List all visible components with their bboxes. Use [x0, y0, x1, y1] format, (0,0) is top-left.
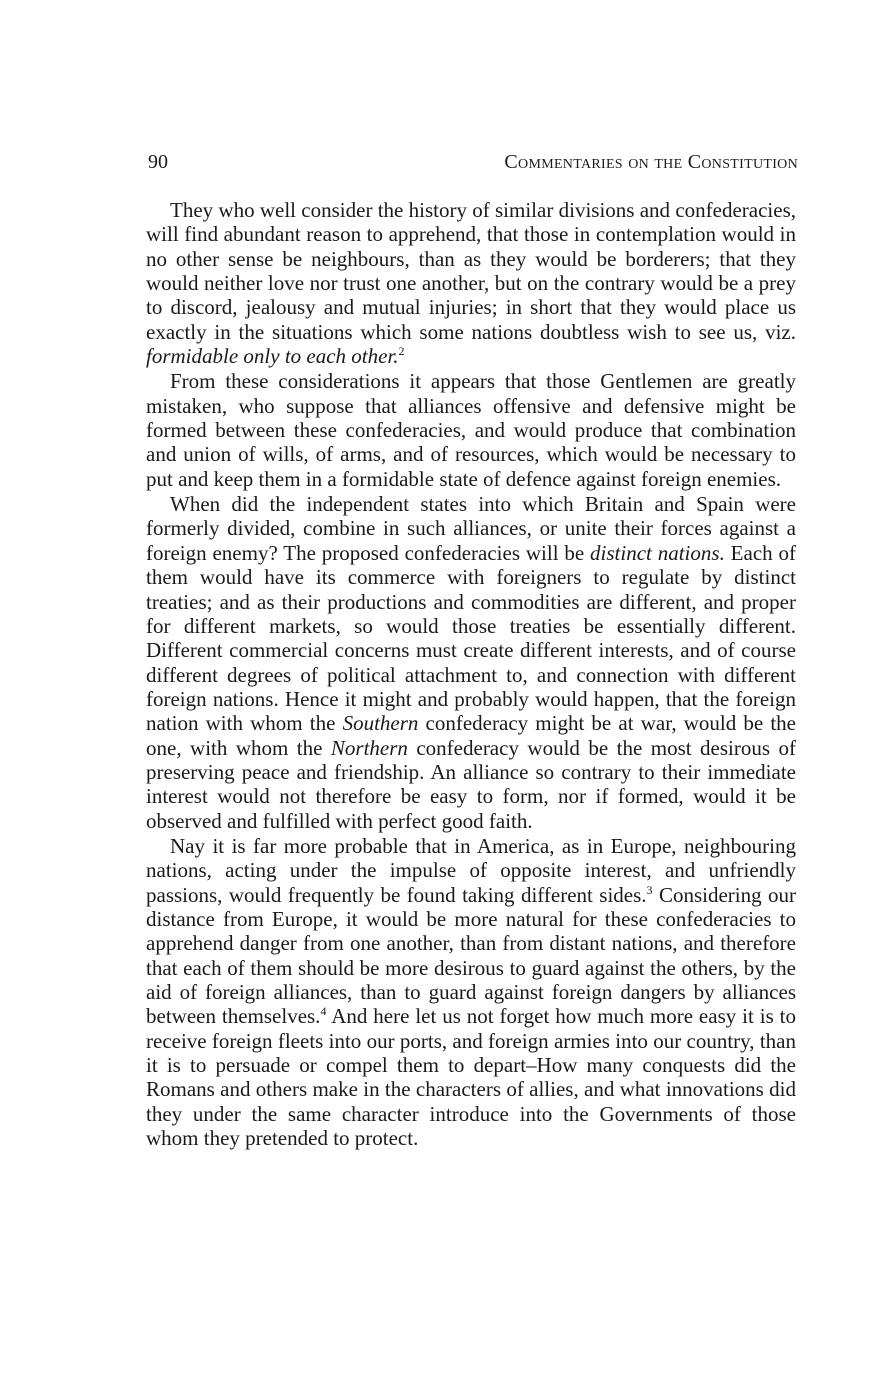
text-run: From these considerations it appears that those Gentlemen are greatly mistaken, who suppose that alliances offensive and defensive might be formed between these confederacies, and would produce that combination and union of wills, of arms, and of resources, which would be necessary to put and keep them in a formidable state of defence against foreign enemies.: [146, 369, 796, 491]
text-run: Nay it is far more probable that in America, as in Europe, neighbouring nations, acting under the impulse of opposite interest, and unfriendly passions, would frequently be found taking different sides.: [146, 833, 796, 907]
italic-text: Northern: [330, 735, 408, 760]
text-run: Considering our distance from Europe, it would be more natural for these confederacies to apprehend danger from one another, than from distant nations, and therefore that each of them should be more desirous to guard against the others, by the aid of foreign alliances, than to guard against foreign dangers by alliances between themselves.: [146, 882, 796, 1029]
text-run: When did the independent states into which Britain and Spain were formerly divided, combine in such alliances, or unite their forces against a foreign enemy? The proposed confederacies will be: [146, 492, 796, 565]
text-run: Each of them would have its commerce with foreigners to regulate by distinct treaties; and as their productions and commodities are different, and proper for different markets, so would those treaties be essentially different. Different commercial concerns must create different interests, and of course different degrees of political attachment to, and connection with different foreign nations. Hence it might and probably would happen, that the foreign nation with whom the: [146, 540, 796, 736]
italic-text: distinct nations.: [590, 540, 725, 565]
paragraph: [146, 834, 796, 1150]
paragraph: [146, 198, 796, 368]
footnote-reference: 2: [398, 344, 405, 359]
page-number: 90: [148, 151, 168, 173]
running-header-title: Commentaries on the Constitution: [504, 151, 798, 173]
paragraph: [146, 369, 796, 491]
footnote-reference: 4: [320, 1004, 327, 1019]
footnote-reference: 3: [646, 882, 653, 897]
text-run: And here let us not forget how much more easy it is to receive foreign fleets into our ports, and foreign armies into our country, than it is to persuade or compel them to depart–How many conquests did the Romans and others make in the characters of allies, and what innovations did they under the same character introduce into the Governments of those whom they pretended to protect.: [146, 1004, 796, 1151]
italic-text: Southern: [342, 711, 419, 736]
paragraph: [146, 492, 796, 833]
italic-text: formidable only to each other.: [146, 344, 399, 369]
text-run: They who well consider the history of similar divisions and confederacies, will find abundant reason to apprehend, that those in contemplation would in no other sense be neighbours, than as they would be borderers; that they would neither love nor trust one another, but on the contrary would be a prey to discord, jealousy and mutual injuries; in short that they would place us exactly in the situations which some nations doubtless wish to see us, viz.: [146, 198, 796, 344]
body-text: [146, 198, 796, 1150]
running-header: [148, 148, 798, 176]
text-run: confederacy might be at war, would be the one, with whom the: [146, 711, 797, 760]
text-run: confederacy would be the most desirous of preserving peace and friendship. An alliance so contrary to their immediate interest would not therefore be easy to form, nor if formed, would it be observed and fulfilled with perfect good faith.: [146, 735, 796, 833]
